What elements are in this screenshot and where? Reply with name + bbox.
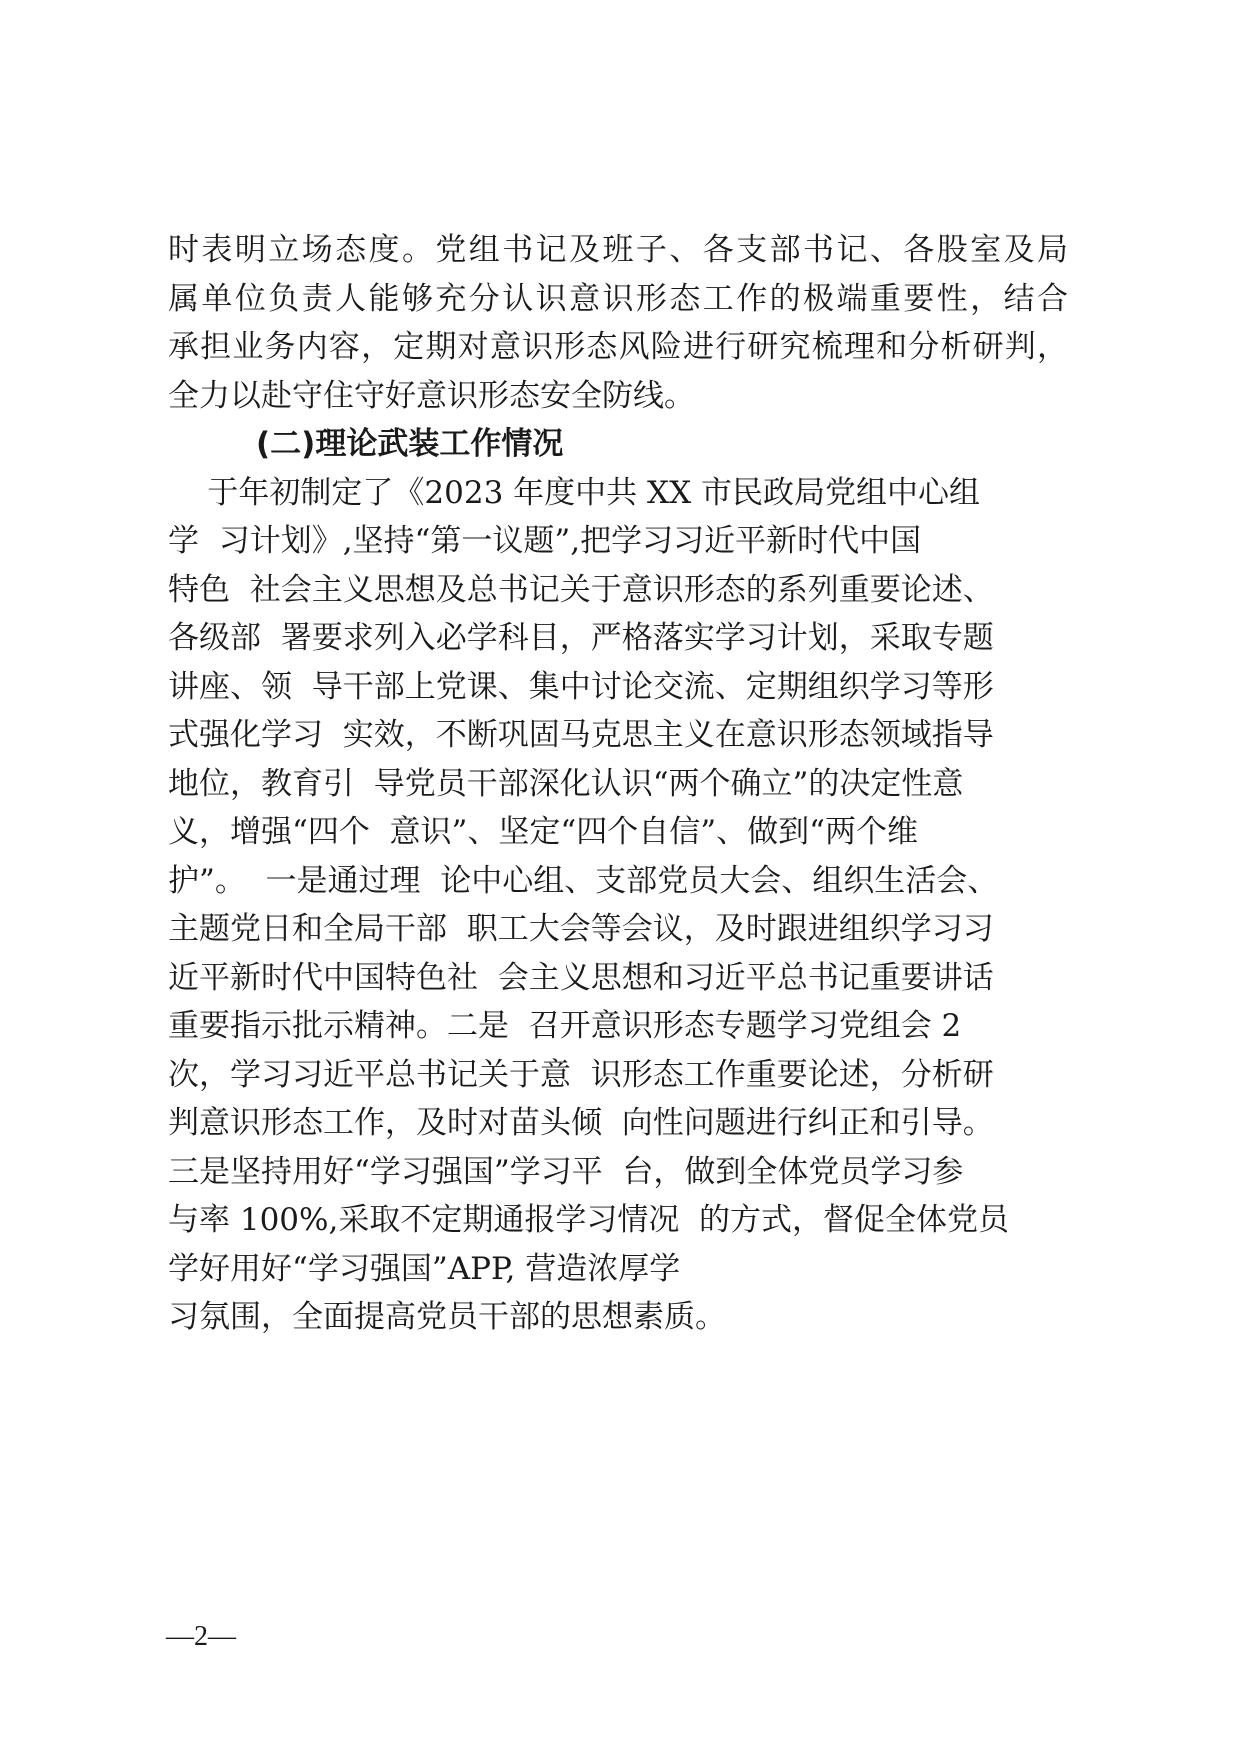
- paragraph-line: 与率 100%,采取不定期通报学习情况 的方式，督促全体党员: [168, 1202, 1010, 1238]
- section-heading: (二)理论武装工作情况: [256, 426, 564, 462]
- paragraph-line: 于年初制定了《2023 年度中共 XX 市民政局党组中心组: [168, 474, 981, 511]
- paragraph-line: 承担业务内容，定期对意识形态风险进行研究梳理和分析研判，: [168, 329, 1068, 365]
- paragraph-line: 式强化学习 实效，不断巩固马克思主义在意识形态领域指导: [168, 717, 994, 753]
- paragraph-line: 义，增强“四个 意识”、坚定“四个自信”、做到“两个维: [168, 814, 918, 850]
- paragraph-line: 近平新时代中国特色社 会主义思想和习近平总书记重要讲话: [168, 959, 994, 996]
- paragraph-line: 讲座、领 导干部上党课、集中讨论交流、定期组织学习等形: [168, 668, 994, 705]
- paragraph-line: 判意识形态工作，及时对苗头倾 向性问题进行纠正和引导。: [168, 1105, 994, 1141]
- paragraph-line: 学 习计划》,坚持“第一议题”,把学习习近平新时代中国: [168, 523, 922, 559]
- paragraph-line: 学好用好“学习强国”APP, 营造浓厚学: [168, 1250, 681, 1287]
- page-number: —2—: [166, 1621, 236, 1652]
- paragraph-line: 习氛围，全面提高党员干部的思想素质。: [168, 1299, 726, 1335]
- paragraph-line: 主题党日和全局干部 职工大会等会议，及时跟进组织学习习: [168, 911, 994, 947]
- paragraph-line: 属单位负责人能够充分认识意识形态工作的极端重要性，结合: [168, 280, 1068, 317]
- paragraph-line: 重要指示批示精神。二是 召开意识形态专题学习党组会 2: [168, 1008, 962, 1044]
- paragraph-line: 护”。 一是通过理 论中心组、支部党员大会、组织生活会、: [168, 862, 999, 899]
- body-text: [168, 226, 1068, 1342]
- paragraph-line: 三是坚持用好“学习强国”学习平 台，做到全体党员学习参: [168, 1153, 964, 1190]
- paragraph-line: 全力以赴守住守好意识形态安全防线。: [168, 377, 695, 414]
- paragraph-line: 地位，教育引 导党员干部深化认识“两个确立”的决定性意: [168, 765, 964, 802]
- paragraph-line: 时表明立场态度。党组书记及班子、各支部书记、各股室及局: [168, 232, 1068, 268]
- paragraph-line: 各级部 署要求列入必学科目，严格落实学习计划，采取专题: [168, 620, 994, 656]
- paragraph-line: 特色 社会主义思想及总书记关于意识形态的系列重要论述、: [168, 571, 994, 608]
- paragraph-line: 次，学习习近平总书记关于意 识形态工作重要论述，分析研: [168, 1056, 994, 1093]
